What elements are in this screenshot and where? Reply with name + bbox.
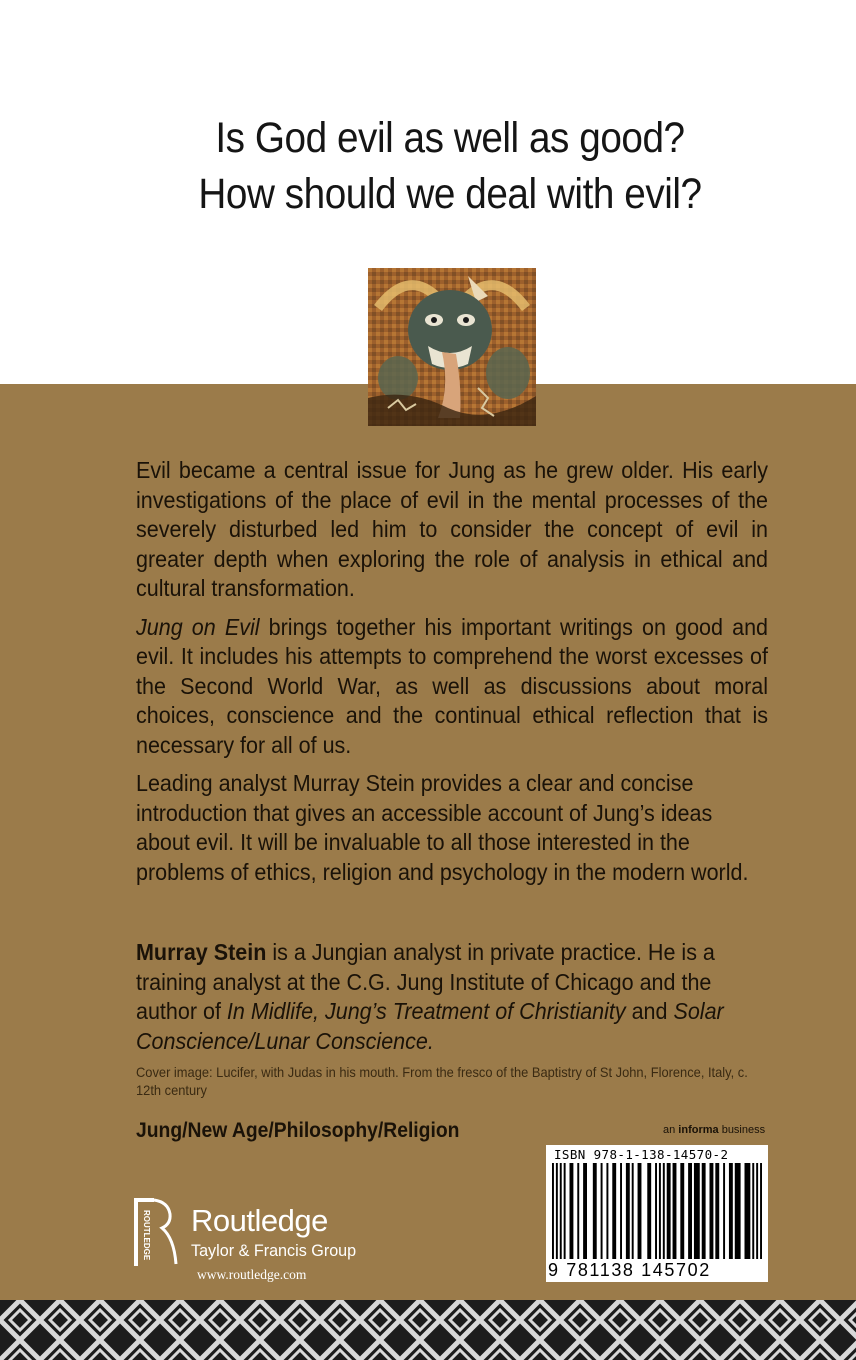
barcode-bar (659, 1163, 661, 1259)
headline (126, 110, 774, 222)
blurb (136, 456, 768, 896)
barcode-bar (612, 1163, 616, 1259)
publisher-block (191, 1203, 365, 1284)
barcode-bar (632, 1163, 634, 1259)
book-title: Jung on Evil (136, 613, 260, 640)
headline-line-1: Is God evil as well as good? (215, 114, 685, 162)
blurb-paragraph-2-text: brings together his important writings on good and evil. It includes his attempts to comprehend the worst excesses of the Second World War, as well as discussions about moral choices, conscience and the continual ethical reflection that is necessary for all of us. (136, 613, 769, 758)
barcode-bar (647, 1163, 651, 1259)
barcode-bar (601, 1163, 603, 1259)
barcode-bar (710, 1163, 714, 1259)
barcode-bar (673, 1163, 677, 1259)
barcode-bar (745, 1163, 751, 1259)
barcode-bar (752, 1163, 754, 1259)
barcode-bar (655, 1163, 657, 1259)
barcode-bars (552, 1163, 764, 1263)
barcode-bar (577, 1163, 579, 1259)
bio-book-1: In Midlife, Jung’s Treatment of Christianity (226, 998, 626, 1024)
publisher-name: Routledge (191, 1203, 328, 1238)
barcode-bar (688, 1163, 692, 1259)
author-bio-text (136, 938, 768, 1056)
barcode-bar (593, 1163, 597, 1259)
author-bio (136, 938, 768, 1056)
cover-image-caption (136, 1063, 776, 1099)
informa-business-label (663, 1123, 765, 1137)
informa-prefix: an (663, 1124, 679, 1136)
barcode-bar (702, 1163, 706, 1259)
barcode-bar (606, 1163, 608, 1259)
barcode-bar (626, 1163, 630, 1259)
publisher-group: Taylor & Francis Group (191, 1241, 357, 1260)
cover-image-lucifer (368, 268, 536, 426)
barcode-bar (667, 1163, 671, 1259)
barcode-bar (556, 1163, 558, 1259)
author-name: Murray Stein (136, 939, 267, 965)
isbn-barcode (546, 1145, 768, 1282)
barcode-bar (552, 1163, 554, 1259)
blurb-paragraph-2 (136, 613, 768, 761)
barcode-bar (564, 1163, 566, 1259)
barcode-bar (583, 1163, 587, 1259)
blurb-paragraph-3: Leading analyst Murray Stein provides a clear and concise introduction that gives an accessible account of Jung’s ideas about evil. It will be invaluable to all those interested in the problems of ethics, religion and psychology in the modern world. (136, 770, 749, 885)
bio-and: and (625, 998, 674, 1024)
isbn-digits: 9 781138 145702 (548, 1260, 711, 1280)
subject-categories: Jung/New Age/Philosophy/Religion (136, 1119, 460, 1142)
isbn-label: ISBN 978-1-138-14570-2 (554, 1147, 729, 1162)
caption-text: Cover image: Lucifer, with Judas in his mouth. From the fresco of the Baptistry of St John, Florence, Italy, c. 12th century (136, 1064, 748, 1098)
barcode-bar (570, 1163, 574, 1259)
barcode-bar (680, 1163, 684, 1259)
barcode-bar (729, 1163, 733, 1259)
informa-brand: informa (678, 1124, 719, 1136)
informa-suffix: business (718, 1124, 766, 1136)
blurb-paragraph-1: Evil became a central issue for Jung as he grew older. His early investigations of the place of evil in the mental processes of the severely disturbed led him to consider the concept of evil in greater depth when exploring the role of analysis in ethical and cultural transformation. (136, 457, 769, 601)
routledge-logo-icon (134, 1198, 178, 1266)
barcode-bar (735, 1163, 741, 1259)
decorative-pattern-strip (0, 1300, 856, 1360)
bio-book-2: Solar Conscience/Lunar Conscience. (136, 998, 724, 1054)
barcode-bar (663, 1163, 665, 1259)
barcode-bar (723, 1163, 725, 1259)
barcode-bar (694, 1163, 700, 1259)
barcode-bar (715, 1163, 719, 1259)
barcode-bar (560, 1163, 562, 1259)
publisher-url: www.routledge.com (197, 1267, 307, 1282)
barcode-bar (756, 1163, 758, 1259)
barcode-bar (760, 1163, 762, 1259)
barcode-bar (620, 1163, 622, 1259)
headline-line-2: How should we deal with evil? (198, 170, 702, 218)
barcode-bar (638, 1163, 642, 1259)
bio-text-1: is a Jungian analyst in private practice. He is a training analyst at the C.G. Jung Institute of Chicago and the author of (136, 939, 715, 1024)
logo-vertical-text: ROUTLEDGE (142, 1210, 151, 1261)
